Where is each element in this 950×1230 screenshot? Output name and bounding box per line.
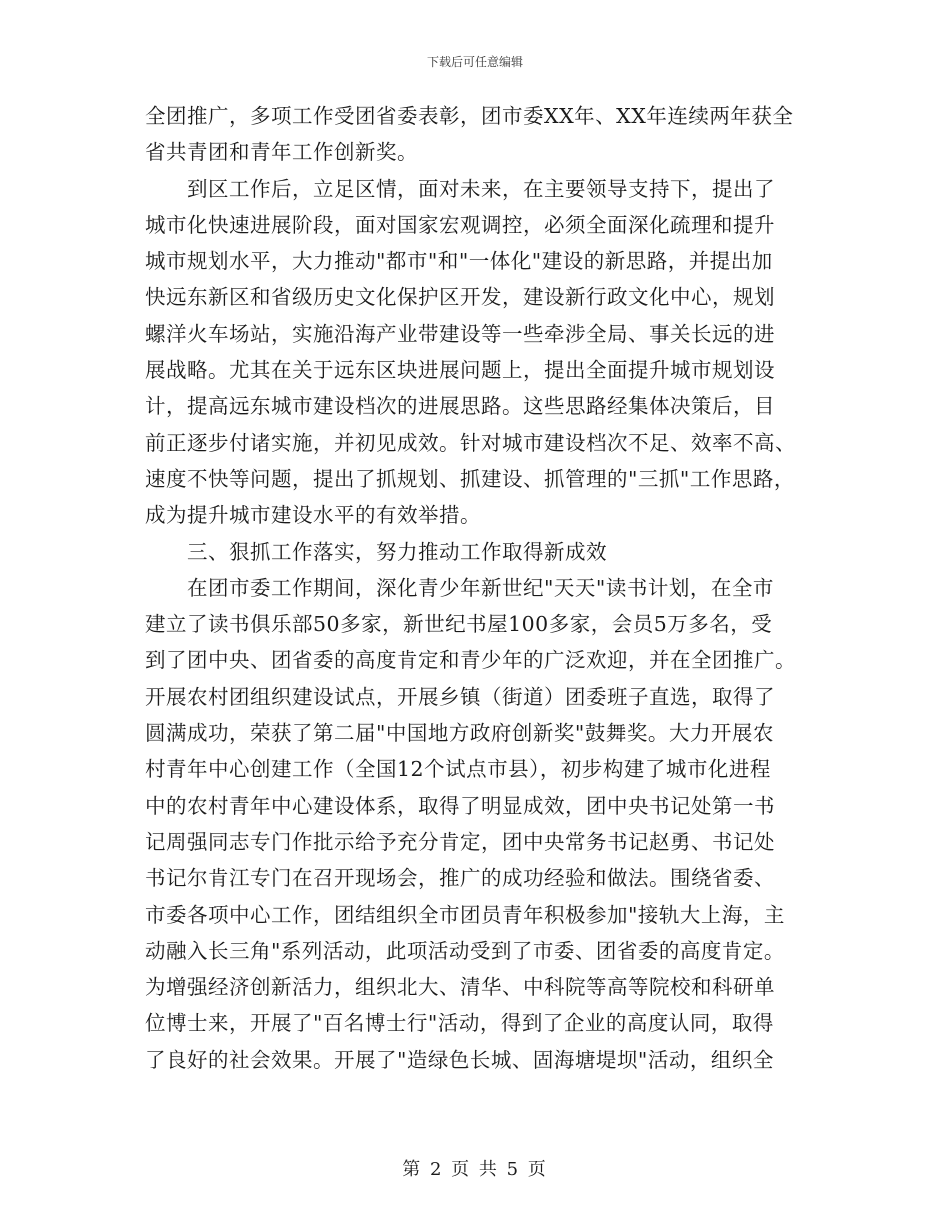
text-line: 三、狠抓工作落实，努力推动工作取得新成效 bbox=[187, 539, 607, 564]
text-line: 成为提升城市建设水平的有效举措。 bbox=[145, 503, 481, 528]
text-line: 前正逐步付诸实施，并初见成效。针对城市建设档次不足、效率不高、 bbox=[145, 430, 796, 455]
text-line: 城市化快速进展阶段，面对国家宏观调控，必须全面深化疏理和提升 bbox=[145, 212, 775, 237]
page-header: 下载后可任意编辑 bbox=[426, 55, 523, 69]
text-line: 位博士来，开展了"百名博士行"活动，得到了企业的高度认同，取得 bbox=[145, 1011, 774, 1036]
text-line: 市委各项中心工作，团结组织全市团员青年积极参加"接轨大上海，主 bbox=[145, 902, 785, 927]
text-line: 全团推广，多项工作受团省委表彰，团市委XX年、XX年连续两年获全 bbox=[145, 104, 794, 128]
text-line: 中的农村青年中心建设体系，取得了明显成效，团中央书记处第一书 bbox=[145, 793, 775, 818]
text-line: 快远东新区和省级历史文化保护区开发，建设新行政文化中心，规划 bbox=[145, 285, 775, 310]
text-line: 村青年中心创建工作（全国12个试点市县），初步构建了城市化进程 bbox=[145, 757, 771, 782]
text-line: 螺洋火车场站，实施沿海产业带建设等一些牵涉全局、事关长远的进 bbox=[145, 321, 775, 346]
text-line: 计，提高远东城市建设档次的进展思路。这些思路经集体决策后，目 bbox=[145, 394, 775, 419]
text-line: 记周强同志专门作批示给予充分肯定，团中央常务书记赵勇、书记处 bbox=[145, 829, 775, 854]
page-footer: 第 2 页 共 5 页 bbox=[402, 1159, 548, 1180]
text-line: 圆满成功，荣获了第二届"中国地方政府创新奖"鼓舞奖。大力开展农 bbox=[145, 721, 774, 746]
text-line: 建立了读书俱乐部50多家，新世纪书屋100多家，会员5万多名，受 bbox=[145, 612, 773, 637]
document-body bbox=[145, 98, 815, 1078]
text-line: 城市规划水平，大力推动"都市"和"一体化"建设的新思路，并提出加 bbox=[145, 249, 773, 274]
text-line: 开展农村团组织建设试点，开展乡镇（街道）团委班子直选，取得了 bbox=[145, 684, 775, 709]
text-line: 在团市委工作期间，深化青少年新世纪"天天"读书计划，在全市 bbox=[187, 575, 774, 600]
text-line: 书记尔肯江专门在召开现场会，推广的成功经验和做法。围绕省委、 bbox=[145, 866, 775, 891]
text-line: 展战略。尤其在关于远东区块进展问题上，提出全面提升城市规划设 bbox=[145, 358, 775, 383]
text-line: 为增强经济创新活力，组织北大、清华、中科院等高等院校和科研单 bbox=[145, 975, 775, 1000]
text-line: 省共青团和青年工作创新奖。 bbox=[145, 140, 418, 165]
text-line: 了良好的社会效果。开展了"造绿色长城、固海塘堤坝"活动，组织全 bbox=[145, 1047, 774, 1072]
text-line: 动融入长三角"系列活动，此项活动受到了市委、团省委的高度肯定。 bbox=[145, 938, 785, 963]
text-line: 到区工作后，立足区情，面对未来，在主要领导支持下，提出了 bbox=[187, 176, 775, 201]
text-line: 到了团中央、团省委的高度肯定和青少年的广泛欢迎，并在全团推广。 bbox=[145, 648, 796, 673]
text-line: 速度不快等问题，提出了抓规划、抓建设、抓管理的"三抓"工作思路， bbox=[145, 466, 795, 491]
